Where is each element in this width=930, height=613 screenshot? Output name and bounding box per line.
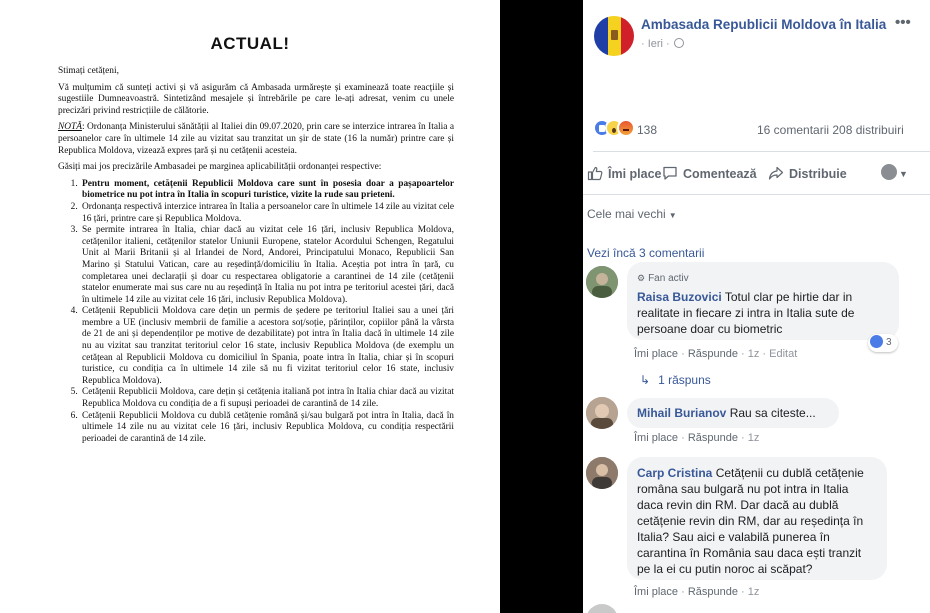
comment-time[interactable]: 1z — [747, 432, 760, 444]
angry-reaction-icon — [617, 119, 635, 137]
document-body — [58, 66, 454, 445]
view-more-comments-link[interactable]: Vezi încă 3 comentarii — [587, 246, 705, 260]
comment-like-count-value: 3 — [886, 337, 892, 348]
comment-time[interactable]: 1z — [747, 586, 760, 598]
sort-label: Cele mai vechi — [587, 207, 666, 221]
user-avatar — [881, 164, 897, 180]
comment-actions: Îmi place · Răspunde · 1z — [634, 586, 760, 598]
comment-actions: Îmi place · Răspunde · 1z — [634, 432, 760, 444]
document-intro: Vă mulțumim că sunteți activi și vă asigurăm că Ambasada urmărește și examinează toate reacțiile și sugestiile Dumneavoastră. Sintetizând mesajele și întrebările pe care le-ați adresat, venim cu unele precizări privind restricțiile de călătorie. — [58, 82, 454, 116]
fan-badge-label: Fan activ — [648, 273, 689, 284]
list-item-bold: Pentru moment, cetățenii Republicii Moldova care sunt în posesia doar a pașapoartelor biometrice nu pot intra în Italia în scopuri turistice, vizite la rude sau prieteni. — [82, 178, 454, 201]
comments-shares-count[interactable]: 16 comentarii 208 distribuiri — [757, 123, 904, 137]
like-reaction-icon — [870, 335, 883, 348]
share-button-label: Distribuie — [789, 167, 847, 181]
comment-like-link[interactable]: Îmi place — [634, 348, 679, 360]
star-icon: ⚙ — [637, 273, 646, 283]
post-timestamp[interactable] — [641, 38, 684, 50]
share-button[interactable] — [768, 165, 847, 184]
reply-arrow-icon: ↳ — [640, 373, 651, 387]
comment-bubble — [627, 457, 887, 580]
caret-down-icon: ▼ — [668, 211, 677, 220]
document-list-item — [80, 179, 454, 202]
document-greeting: Stimați cetățeni, — [58, 66, 119, 76]
document-title: ACTUAL! — [210, 34, 290, 53]
fan-badge — [637, 270, 889, 287]
comment-author-link[interactable]: Raisa Buzovici — [637, 290, 722, 304]
document-list-item: 3. Se permite intrarea în Italia, chiar dacă au vizitat cele 16 țări, inclusiv Republica Moldova, cetățenilor italieni, cetățenilor statelor Uniunii Europene, statelor Acordului Schengen, Regatului Unit al Marii Britanii și al Irlandei de Nord, Andorei, Principatului Monaco, Republicii San Marino și Statului Vatican, care au reședință/domiciliu în Italia. Aceștia pot intra în țară, cu completarea unei declarații și doar cu respectarea obligatorie a carantinei de 14 zile (cetățenii statelor enumerate mai sus care nu au reședință în Italia nu pot intra pe teritoriul acestei țări, dacă în ultimele 14 zile au vizitat cele 16 țări, inclusiv Republica Moldova). — [80, 225, 454, 306]
comment-text: Totul clar pe hirtie dar in realitate in fiecare zi intra in Italia sute de persoane doar cu biometric — [637, 290, 855, 336]
note-text: : Ordonanța Ministerului sănătății al Italiei din 09.07.2020, prin care se interzice intrarea în Italia a persoanelor care în ultimele 14 zile au vizitat sau tranzitat un șir de state (16 la număr) printre care și Republica Moldova, vizează expres țară și nu cetățenii acesteia. — [58, 122, 454, 156]
comment-like-count[interactable] — [868, 334, 898, 352]
like-button-label: Îmi place — [608, 167, 662, 181]
speech-bubble-icon — [662, 165, 678, 184]
comment-actions: Îmi place · Răspunde · 1z · Editat — [634, 348, 798, 360]
reaction-count[interactable]: 138 — [637, 123, 658, 137]
post-as-selector[interactable] — [881, 164, 908, 180]
comment-button[interactable] — [662, 165, 757, 184]
document-note — [58, 122, 454, 157]
commenter-avatar[interactable] — [586, 266, 618, 298]
commenter-avatar[interactable] — [586, 604, 618, 613]
comment-reply-link[interactable]: Răspunde — [687, 432, 738, 444]
comment-time[interactable]: 1z — [747, 348, 760, 360]
document-list-item: 6. Cetățenii Republicii Moldova cu dublă cetățenie română și/sau bulgară pot intra în Italia, dacă în ultimele 14 zile nu au vizitat cele 16 țări, inclusiv Republica Moldova, cu condiția respectării perioadei de carantină de 14 zile. — [80, 411, 454, 446]
document-lead: Găsiți mai jos precizările Ambasadei pe marginea aplicabilității ordonanței respective: — [58, 162, 382, 173]
comment-edited[interactable]: Editat — [769, 348, 798, 360]
post-time[interactable]: · Ieri · — [641, 38, 670, 50]
globe-icon — [674, 38, 684, 48]
post-side-panel — [583, 0, 930, 613]
comment-reply-link[interactable]: Răspunde — [687, 348, 738, 360]
comment-text: Cetățenii cu dublă cetățenie româna sau bulgară nu pot intra in Italia daca revin din RM. Dar dacă au dublă cetățenie revin din RM, dar au reședința în Italia? Sau aici e valabilă punerea în carantina în România sau daca ești tranzit pe la ei cu putin noroc ai scăpat? — [637, 466, 864, 576]
comment-author-link[interactable]: Mihail Burianov — [637, 406, 727, 420]
caret-down-icon: ▼ — [899, 169, 908, 179]
document-list-item: 2. Ordonanța respectivă interzice intrarea în Italia a persoanelor care în ultimele 14 zile au vizitat cele 16 țări, printre care și Republica Moldova. — [80, 202, 454, 225]
comment-text: Rau sa citeste... — [729, 406, 816, 420]
note-label: NOTĂ — [58, 122, 82, 133]
comment-bubble — [627, 398, 839, 428]
commenter-avatar[interactable] — [586, 397, 618, 429]
comment-bubble — [627, 262, 899, 340]
document-list-item: 4. Cetățenii Republicii Moldova care dețin un permis de ședere pe teritoriul Italiei sau a unei țări membre a UE (inclusiv membrii de familie a acestora soț/soție, părinților, copiilor până la vârsta de 21 de ani și dependenților pe motive de dezabilitate) pot intra în Italia dacă în ultimele 14 zile nu au vizitat sau tranzitat teritoriul celor 16 state, inclusiv Republica Moldova (de exemplu un cetățean al Republicii Moldova cu domiciliul în Spania, poate intra în Italia, chiar și în scopuri turistice, cu condiția ca în ultimele 14 zile să nu fi vizitat teritoriul celor 16 state, inclusiv Republica Moldova). — [80, 306, 454, 387]
view-replies-link[interactable] — [640, 373, 711, 387]
thumbs-up-icon — [587, 165, 603, 184]
replies-label: 1 răspuns — [658, 373, 711, 387]
document-list — [80, 179, 454, 446]
comment-reply-link[interactable]: Răspunde — [687, 586, 738, 598]
comment-sort-dropdown[interactable] — [587, 207, 677, 221]
comment-author-link[interactable]: Carp Cristina — [637, 466, 713, 480]
commenter-avatar[interactable] — [586, 457, 618, 489]
comment-like-link[interactable]: Îmi place — [634, 586, 679, 598]
page-name-link[interactable]: Ambasada Republicii Moldova în Italia — [641, 17, 887, 32]
page-avatar-moldova-flag[interactable] — [594, 16, 634, 56]
divider — [583, 194, 930, 195]
more-options-button[interactable]: ••• — [895, 14, 911, 31]
document-list-item: 5. Cetățenii Republicii Moldova, care dețin și cetățenia italiană pot intra în Italia chiar dacă au vizitat Republica Moldova cu condiția de a fi supuși perioadei de carantină de 14 zile. — [80, 387, 454, 410]
comment-button-label: Comentează — [683, 167, 757, 181]
share-arrow-icon — [768, 165, 784, 184]
like-button[interactable] — [587, 165, 662, 184]
comment-like-link[interactable]: Îmi place — [634, 432, 679, 444]
divider — [593, 151, 930, 152]
